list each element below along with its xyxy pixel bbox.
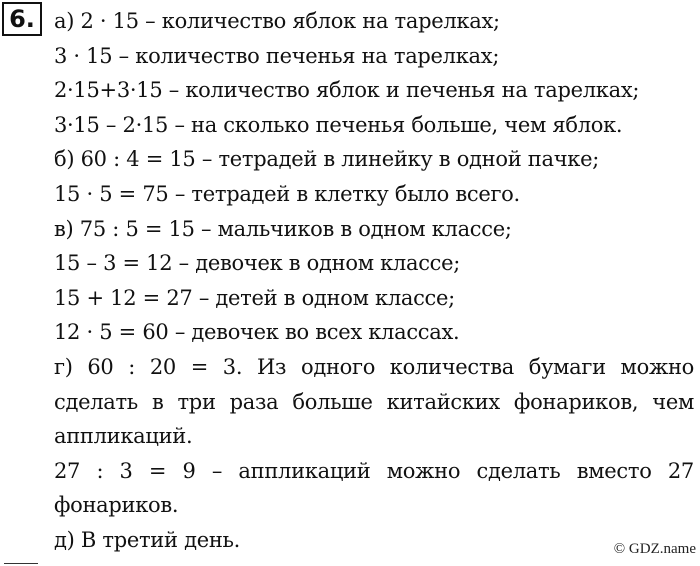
solution-line: в) 75 : 5 = 15 – мальчиков в одном классе; xyxy=(54,216,512,241)
solution-line: 3·15 – 2·15 – на сколько печенья больше, чем яблок. xyxy=(54,112,623,137)
corner-divider xyxy=(4,563,38,564)
solution-line: д) В третий день. xyxy=(54,527,241,552)
solution-line: аппликаций. xyxy=(54,424,193,449)
solution-text xyxy=(54,4,694,558)
task-number-box: 6. xyxy=(2,2,42,36)
solution-line: 15 + 12 = 27 – детей в одном классе; xyxy=(54,285,455,310)
solution-line: г) 60 : 20 = 3. Из одного количества бумаги можно xyxy=(54,354,694,379)
solution-line: 15 · 5 = 75 – тетрадей в клетку было всего. xyxy=(54,181,520,206)
solution-line: фонариков. xyxy=(54,493,179,518)
solution-line: сделать в три раза больше китайских фонариков, чем xyxy=(54,389,694,414)
solution-line: 27 : 3 = 9 – аппликаций можно сделать вместо 27 xyxy=(54,458,694,483)
solution-line: 12 · 5 = 60 – девочек во всех классах. xyxy=(54,320,460,345)
solution-line: б) 60 : 4 = 15 – тетрадей в линейку в одной пачке; xyxy=(54,147,600,172)
watermark: © GDZ.name xyxy=(613,541,696,557)
solution-line: 15 – 3 = 12 – девочек в одном классе; xyxy=(54,251,461,276)
solution-line: а) 2 · 15 – количество яблок на тарелках; xyxy=(54,9,500,33)
solution-line: 3 · 15 – количество печенья на тарелках; xyxy=(54,43,500,68)
solution-line: 2·15+3·15 – количество яблок и печенья на тарелках; xyxy=(54,78,640,103)
